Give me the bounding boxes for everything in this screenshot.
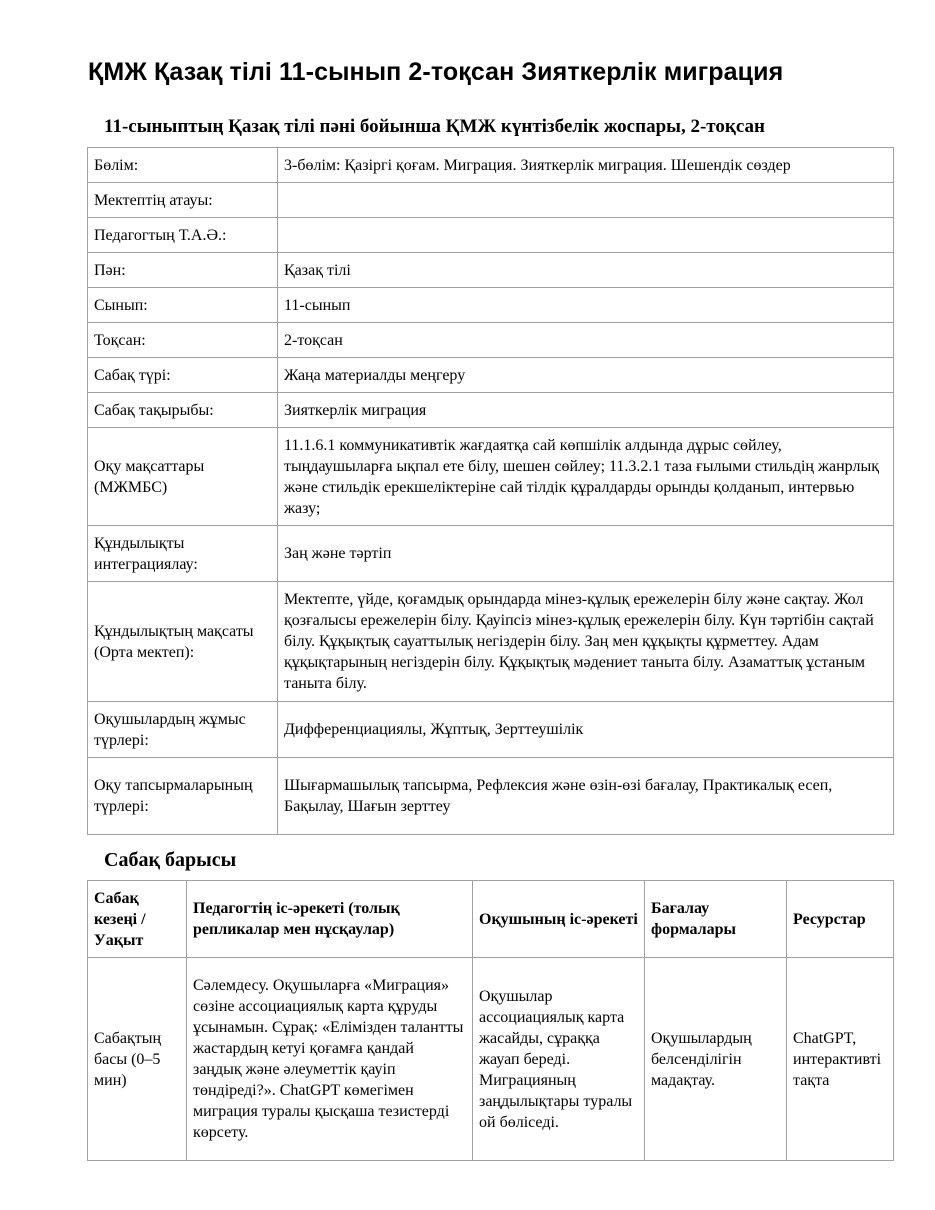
row-label: Оқу мақсаттары (МЖМБС) xyxy=(88,428,278,526)
table-row xyxy=(88,148,894,183)
row-label: Бөлім: xyxy=(88,148,278,183)
row-label: Сабақ тақырыбы: xyxy=(88,393,278,428)
document-subtitle: 11-сыныптың Қазақ тілі пәні бойынша ҚМЖ күнтізбелік жоспары, 2-тоқсан xyxy=(104,116,765,137)
table-row xyxy=(88,582,894,702)
row-value: 11-сынып xyxy=(278,288,894,323)
table-row xyxy=(88,323,894,358)
row-label: Мектептің атауы: xyxy=(88,183,278,218)
column-header-assessment: Бағалау формалары xyxy=(645,881,787,958)
row-label: Оқушылардың жұмыс түрлері: xyxy=(88,702,278,758)
table-header-row xyxy=(88,881,894,958)
row-label: Пән: xyxy=(88,253,278,288)
table-row xyxy=(88,218,894,253)
table-row xyxy=(88,758,894,835)
row-value: Шығармашылық тапсырма, Рефлексия және өзін-өзі бағалау, Практикалық есеп, Бақылау, Шағын зерттеу xyxy=(278,758,894,835)
table-row xyxy=(88,702,894,758)
document-title: ҚМЖ Қазақ тілі 11-сынып 2-тоқсан Зияткерлік миграция xyxy=(88,58,784,86)
row-label: Сабақ түрі: xyxy=(88,358,278,393)
row-value: 2-тоқсан xyxy=(278,323,894,358)
column-header-teacher: Педагогтің іс-әрекеті (толық репликалар мен нұсқаулар) xyxy=(187,881,473,958)
table-row xyxy=(88,393,894,428)
row-value: Қазақ тілі xyxy=(278,253,894,288)
cell-assessment: Оқушылардың белсенділігін мадақтау. xyxy=(645,958,787,1161)
lesson-section-heading: Сабақ барысы xyxy=(104,849,237,871)
cell-teacher: Сәлемдесу. Оқушыларға «Миграция» сөзіне ассоциациялық карта құруды ұсынамын. Сұрақ: «Елімізден талантты жастардың кетуі қоғамға қандай заңдық және әлеуметтік қауіп төндіреді?». ChatGPT көмегімен миграция туралы қысқаша тезистерді көрсету. xyxy=(187,958,473,1161)
row-value: Мектепте, үйде, қоғамдық орындарда мінез-құлық ережелерін білу және сақтау. Жол қозғалысы ережелерін білу. Қауіпсіз мінез-құлық ережелерін білу. Күн тәртібін сақтай білу. Құқықтық сауаттылық негіздерін білу. Заң мен құқықты құрметтеу. Адам құқықтарының негіздерін білу. Құқықтық мәдениет таныта білу. Азаматтық ұстаным таныта білу. xyxy=(278,582,894,702)
table-row xyxy=(88,253,894,288)
row-value: Зияткерлік миграция xyxy=(278,393,894,428)
row-value: Жаңа материалды меңгеру xyxy=(278,358,894,393)
table-row xyxy=(88,288,894,323)
table-row xyxy=(88,526,894,582)
row-label: Педагогтың Т.А.Ә.: xyxy=(88,218,278,253)
row-value xyxy=(278,183,894,218)
row-value xyxy=(278,218,894,253)
row-value: 3-бөлім: Қазіргі қоғам. Миграция. Зияткерлік миграция. Шешендік сөздер xyxy=(278,148,894,183)
row-label: Тоқсан: xyxy=(88,323,278,358)
column-header-stage: Сабақ кезеңі / Уақыт xyxy=(88,881,187,958)
lesson-flow-table xyxy=(87,880,894,1161)
column-header-student: Оқушының іс-әрекеті xyxy=(473,881,645,958)
table-row xyxy=(88,428,894,526)
cell-student: Оқушылар ассоциациялық карта жасайды, сұраққа жауап береді. Миграцияның заңдылықтары туралы ой бөліседі. xyxy=(473,958,645,1161)
row-label: Сынып: xyxy=(88,288,278,323)
row-label: Құндылықты интеграциялау: xyxy=(88,526,278,582)
table-row xyxy=(88,358,894,393)
row-value: Дифференциациялы, Жұптық, Зерттеушілік xyxy=(278,702,894,758)
row-value: Заң және тәртіп xyxy=(278,526,894,582)
row-label: Құндылықтың мақсаты (Орта мектеп): xyxy=(88,582,278,702)
column-header-resources: Ресурстар xyxy=(787,881,894,958)
cell-stage: Сабақтың басы (0–5 мин) xyxy=(88,958,187,1161)
table-row xyxy=(88,183,894,218)
cell-resources: ChatGPT, интерактивті тақта xyxy=(787,958,894,1161)
row-value: 11.1.6.1 коммуникативтік жағдаятқа сай көпшілік алдында дұрыс сөйлеу, тыңдаушыларға ықпал ете білу, шешен сөйлеу; 11.3.2.1 таза ғылыми стильдің жанрлық және стильдік ерекшеліктеріне сай тілдік құралдарды орынды қолданып, интервью жазу; xyxy=(278,428,894,526)
table-row xyxy=(88,958,894,1161)
row-label: Оқу тапсырмаларының түрлері: xyxy=(88,758,278,835)
lesson-info-table xyxy=(87,147,894,835)
